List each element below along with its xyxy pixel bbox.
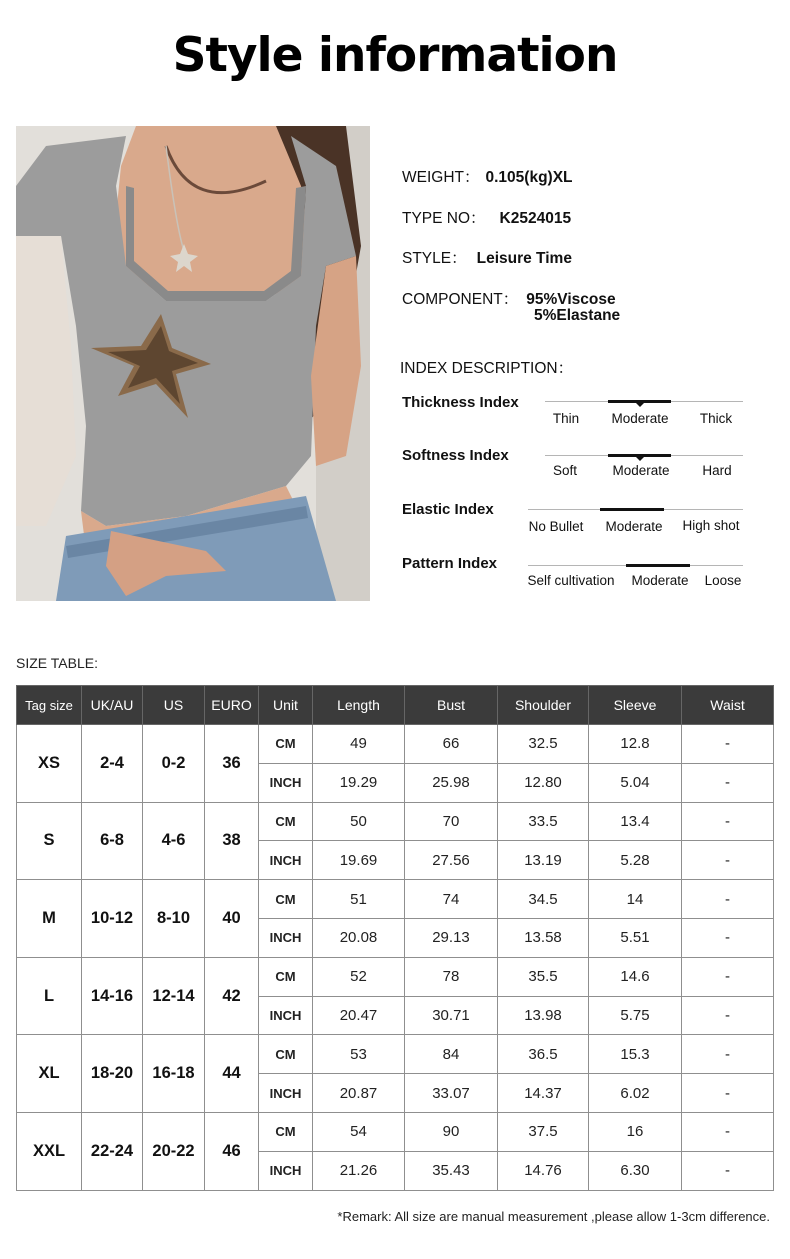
us-cell: 8-10 xyxy=(143,880,205,958)
bust-cell: 25.98 xyxy=(405,763,498,802)
header-uk-au: UK/AU xyxy=(82,686,143,725)
shoulder-cell: 33.5 xyxy=(498,802,589,841)
euro-cell: 44 xyxy=(205,1035,259,1113)
waist-cell: - xyxy=(682,725,774,764)
thickness-option-thin: Thin xyxy=(552,411,580,426)
elastic-option-moderate: Moderate xyxy=(605,519,663,534)
us-cell: 12-14 xyxy=(143,957,205,1035)
component-value-2: 5%Elastane xyxy=(534,307,621,324)
unit-cell: INCH xyxy=(259,763,313,802)
bust-cell: 29.13 xyxy=(405,918,498,957)
shoulder-cell: 34.5 xyxy=(498,880,589,919)
header-waist: Waist xyxy=(682,686,774,725)
type-value: K2524015 xyxy=(499,210,572,227)
length-cell: 49 xyxy=(313,725,405,764)
bust-cell: 30.71 xyxy=(405,996,498,1035)
spec-type xyxy=(402,206,571,228)
header-sleeve: Sleeve xyxy=(589,686,682,725)
waist-cell: - xyxy=(682,880,774,919)
weight-label: WEIGHT： xyxy=(402,169,480,186)
header-bust: Bust xyxy=(405,686,498,725)
us-cell: 20-22 xyxy=(143,1112,205,1190)
sleeve-cell: 5.75 xyxy=(589,996,682,1035)
sleeve-cell: 6.02 xyxy=(589,1074,682,1113)
uk-au-cell: 22-24 xyxy=(82,1112,143,1190)
header-unit: Unit xyxy=(259,686,313,725)
pattern-index-label: Pattern Index xyxy=(402,555,498,572)
sleeve-cell: 14.6 xyxy=(589,957,682,996)
page-title: Style information xyxy=(172,28,618,83)
waist-cell: - xyxy=(682,1074,774,1113)
waist-cell: - xyxy=(682,996,774,1035)
uk-au-cell: 14-16 xyxy=(82,957,143,1035)
shoulder-cell: 14.37 xyxy=(498,1074,589,1113)
table-row xyxy=(17,802,774,841)
size-table xyxy=(16,685,774,1191)
elastic-option-no-bullet: No Bullet xyxy=(528,519,584,534)
spec-style xyxy=(402,246,572,268)
us-cell: 16-18 xyxy=(143,1035,205,1113)
unit-cell: CM xyxy=(259,880,313,919)
softness-option-moderate: Moderate xyxy=(612,463,670,478)
uk-au-cell: 2-4 xyxy=(82,725,143,803)
sleeve-cell: 13.4 xyxy=(589,802,682,841)
euro-cell: 40 xyxy=(205,880,259,958)
bust-cell: 33.07 xyxy=(405,1074,498,1113)
pattern-option-self-cultivation: Self cultivation xyxy=(527,573,615,588)
euro-cell: 36 xyxy=(205,725,259,803)
shoulder-cell: 35.5 xyxy=(498,957,589,996)
thickness-option-thick: Thick xyxy=(699,411,733,426)
bust-cell: 66 xyxy=(405,725,498,764)
uk-au-cell: 6-8 xyxy=(82,802,143,880)
length-cell: 50 xyxy=(313,802,405,841)
uk-au-cell: 10-12 xyxy=(82,880,143,958)
component-label: COMPONENT： xyxy=(402,291,519,308)
waist-cell: - xyxy=(682,841,774,880)
bust-cell: 84 xyxy=(405,1035,498,1074)
sleeve-cell: 5.28 xyxy=(589,841,682,880)
elastic-index-label: Elastic Index xyxy=(402,501,494,518)
waist-cell: - xyxy=(682,1151,774,1190)
length-cell: 52 xyxy=(313,957,405,996)
style-value: Leisure Time xyxy=(476,250,572,267)
size-tag-cell: L xyxy=(17,957,82,1035)
unit-cell: CM xyxy=(259,1035,313,1074)
table-row xyxy=(17,725,774,764)
sleeve-cell: 12.8 xyxy=(589,725,682,764)
us-cell: 4-6 xyxy=(143,802,205,880)
bust-cell: 27.56 xyxy=(405,841,498,880)
header-euro: EURO xyxy=(205,686,259,725)
shoulder-cell: 12.80 xyxy=(498,763,589,802)
pattern-option-loose: Loose xyxy=(704,573,742,588)
waist-cell: - xyxy=(682,1035,774,1074)
table-row xyxy=(17,1035,774,1074)
shoulder-cell: 13.58 xyxy=(498,918,589,957)
shoulder-cell: 13.19 xyxy=(498,841,589,880)
softness-index-pointer xyxy=(636,457,644,461)
waist-cell: - xyxy=(682,763,774,802)
size-tag-cell: M xyxy=(17,880,82,958)
size-tag-cell: XXL xyxy=(17,1112,82,1190)
length-cell: 20.47 xyxy=(313,996,405,1035)
waist-cell: - xyxy=(682,802,774,841)
unit-cell: INCH xyxy=(259,996,313,1035)
sleeve-cell: 14 xyxy=(589,880,682,919)
waist-cell: - xyxy=(682,1112,774,1151)
header-tag-size: Tag size xyxy=(17,686,82,725)
size-tag-cell: XS xyxy=(17,725,82,803)
length-cell: 21.26 xyxy=(313,1151,405,1190)
elastic-option-high-shot: High shot xyxy=(682,518,740,533)
table-row xyxy=(17,1112,774,1151)
size-tag-cell: S xyxy=(17,802,82,880)
euro-cell: 42 xyxy=(205,957,259,1035)
unit-cell: CM xyxy=(259,1112,313,1151)
unit-cell: INCH xyxy=(259,1074,313,1113)
length-cell: 19.69 xyxy=(313,841,405,880)
sleeve-cell: 5.51 xyxy=(589,918,682,957)
euro-cell: 38 xyxy=(205,802,259,880)
shoulder-cell: 13.98 xyxy=(498,996,589,1035)
bust-cell: 35.43 xyxy=(405,1151,498,1190)
unit-cell: CM xyxy=(259,802,313,841)
spec-component xyxy=(402,287,621,324)
table-row xyxy=(17,880,774,919)
pattern-option-moderate: Moderate xyxy=(631,573,689,588)
shoulder-cell: 37.5 xyxy=(498,1112,589,1151)
bust-cell: 78 xyxy=(405,957,498,996)
header-shoulder: Shoulder xyxy=(498,686,589,725)
softness-option-soft: Soft xyxy=(552,463,578,478)
shoulder-cell: 14.76 xyxy=(498,1151,589,1190)
remark-note: *Remark: All size are manual measurement ,please allow 1-3cm difference. xyxy=(337,1209,770,1224)
style-label: STYLE： xyxy=(402,250,467,267)
length-cell: 53 xyxy=(313,1035,405,1074)
uk-au-cell: 18-20 xyxy=(82,1035,143,1113)
shoulder-cell: 32.5 xyxy=(498,725,589,764)
table-row xyxy=(17,957,774,996)
length-cell: 51 xyxy=(313,880,405,919)
weight-value: 0.105(kg)XL xyxy=(485,169,573,186)
thickness-index-label: Thickness Index xyxy=(402,394,519,411)
thickness-option-moderate: Moderate xyxy=(611,411,669,426)
length-cell: 20.08 xyxy=(313,918,405,957)
product-photo xyxy=(16,126,370,601)
unit-cell: CM xyxy=(259,957,313,996)
bust-cell: 90 xyxy=(405,1112,498,1151)
index-description-heading: INDEX DESCRIPTION： xyxy=(400,360,574,377)
shoulder-cell: 36.5 xyxy=(498,1035,589,1074)
bust-cell: 70 xyxy=(405,802,498,841)
length-cell: 19.29 xyxy=(313,763,405,802)
unit-cell: INCH xyxy=(259,841,313,880)
sleeve-cell: 6.30 xyxy=(589,1151,682,1190)
size-table-label: SIZE TABLE: xyxy=(16,655,98,671)
length-cell: 20.87 xyxy=(313,1074,405,1113)
unit-cell: INCH xyxy=(259,1151,313,1190)
sleeve-cell: 5.04 xyxy=(589,763,682,802)
elastic-index-marker xyxy=(600,508,664,511)
sleeve-cell: 16 xyxy=(589,1112,682,1151)
unit-cell: CM xyxy=(259,725,313,764)
unit-cell: INCH xyxy=(259,918,313,957)
type-label: TYPE NO： xyxy=(402,210,486,227)
size-table-header xyxy=(17,686,774,725)
pattern-index-marker xyxy=(626,564,690,567)
waist-cell: - xyxy=(682,957,774,996)
thickness-index-pointer xyxy=(636,403,644,407)
us-cell: 0-2 xyxy=(143,725,205,803)
header-length: Length xyxy=(313,686,405,725)
header-us: US xyxy=(143,686,205,725)
sleeve-cell: 15.3 xyxy=(589,1035,682,1074)
length-cell: 54 xyxy=(313,1112,405,1151)
spec-weight xyxy=(402,165,573,187)
bust-cell: 74 xyxy=(405,880,498,919)
softness-index-label: Softness Index xyxy=(402,447,509,464)
component-value-1: 95%Viscose xyxy=(526,291,616,308)
size-tag-cell: XL xyxy=(17,1035,82,1113)
waist-cell: - xyxy=(682,918,774,957)
euro-cell: 46 xyxy=(205,1112,259,1190)
softness-option-hard: Hard xyxy=(702,463,732,478)
